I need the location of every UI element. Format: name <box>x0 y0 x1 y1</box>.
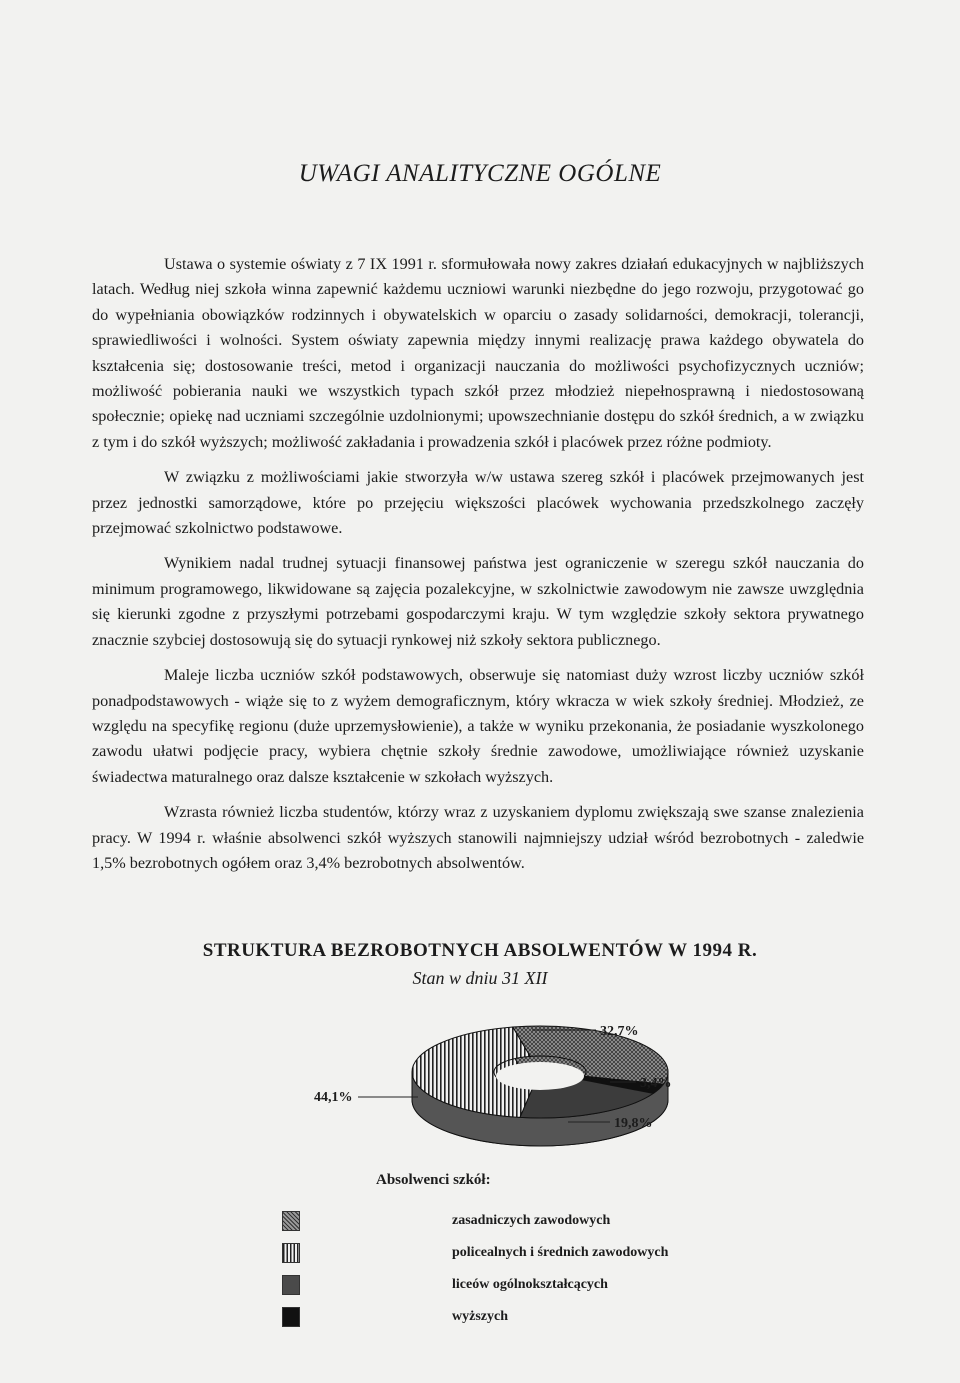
legend-label: policealnych i średnich zawodowych <box>452 1245 669 1260</box>
data-label: 44,1% <box>314 1090 353 1105</box>
legend-item <box>282 1269 742 1301</box>
paragraph-4: Maleje liczba uczniów szkół podstawowych, obserwuje się natomiast duży wzrost liczby uczniów szkół ponadpodstawowych - wiąże się to z wyżem demograficznym, który wkracza w wiek szkoły średniej. Młodzież, ze względu na specyfikę regionu (duże uprzemysłowienie), a także w wyniku przekonania, że posiadanie wyszkolonego zawodu ułatwi podjęcie pracy, wybiera chętnie szkoły średnie zawodowe, umożliwiające również uzyskanie świadectwa maturalnego oraz dalsze kształcenie w szkołach wyższych. <box>92 666 864 786</box>
chart-subtitle: Stan w dniu 31 XII <box>412 968 548 988</box>
legend-label: liceów ogólnokształcących <box>452 1277 608 1292</box>
legend-item <box>282 1237 742 1269</box>
paragraph-2: W związku z możliwościami jakie stworzyła w/w ustawa szereg szkół i placówek przejmowanych jest przez jednostki samorządowe, które po przejęciu większości placówek wychowania przedszkolnego zaczęły przejmować szkolnictwo podstawowe. <box>92 468 864 538</box>
legend-item <box>282 1301 742 1333</box>
legend-swatch <box>282 1275 300 1295</box>
chart-title: STRUKTURA BEZROBOTNYCH ABSOLWENTÓW W 1994 R. <box>202 940 758 961</box>
page-heading: UWAGI ANALITYCZNE OGÓLNE <box>298 160 662 187</box>
donut-chart <box>300 1000 700 1165</box>
data-label: 19,8% <box>614 1116 653 1131</box>
data-label: 32,7% <box>600 1024 639 1039</box>
legend-label: wyższych <box>452 1309 508 1324</box>
legend-title: Absolwenci szkół: <box>376 1172 491 1188</box>
data-label: 3,4% <box>640 1076 672 1091</box>
paragraph-5: Wzrasta również liczba studentów, którzy wraz z uzyskaniem dyplomu zwiększają swe szanse znalezienia pracy. W 1994 r. właśnie absolwenci szkół wyższych stanowili najmniejszy udział wśród bezrobotnych - zaledwie 1,5% bezrobotnych ogółem oraz 3,4% bezrobotnych absolwentów. <box>92 803 864 872</box>
legend-swatch <box>282 1243 300 1263</box>
paragraph-3: Wynikiem nadal trudnej sytuacji finansowej państwa jest ograniczenie w szeregu szkół nauczania do minimum programowego, likwidowane są zajęcia pozalekcyjne, w szkolnictwie zawodowym nie zawsze uwzględnia się kierunki zgodne z przyszłymi potrzebami gospodarczymi kraju. W tym względzie szkoły sektora prywatnego znacznie szybciej dostosowują się do sytuacji rynkowej niż szkoły sektora publicznego. <box>92 554 864 649</box>
paragraph-1: Ustawa o systemie oświaty z 7 IX 1991 r. sformułowała nowy zakres działań edukacyjnych w najbliższych latach. Według niej szkoła winna zapewnić każdemu uczniowi warunki niezbędne do jego rozwoju, przygotować go do wypełniania obowiązków rodzinnych i obywatelskich w oparciu o zasady solidarności, demokracji, tolerancji, sprawiedliwości i wolności. System oświaty zapewnia między innymi realizację prawa każdego obywatela do kształcenia się; dostosowanie treści, metod i organizacji nauczania do możliwości psychofizycznych uczniów; możliwość pobierania nauki we wszystkich typach szkół przez młodzież niepełnosprawną i niedostosowaną społecznie; opiekę nad uczniami szczególnie uzdolnionymi; upowszechnianie dostępu do szkół średnich, a w związku z tym i do szkół wyższych; możliwość zakładania i prowadzenia szkół i placówek przez różne podmioty. <box>92 255 864 451</box>
chart-legend <box>282 1205 742 1333</box>
legend-label: zasadniczych zawodowych <box>452 1213 611 1228</box>
legend-swatch <box>282 1307 300 1327</box>
donut-hole <box>496 1062 584 1090</box>
legend-swatch <box>282 1211 300 1231</box>
legend-item <box>282 1205 742 1237</box>
body-text <box>92 252 864 886</box>
